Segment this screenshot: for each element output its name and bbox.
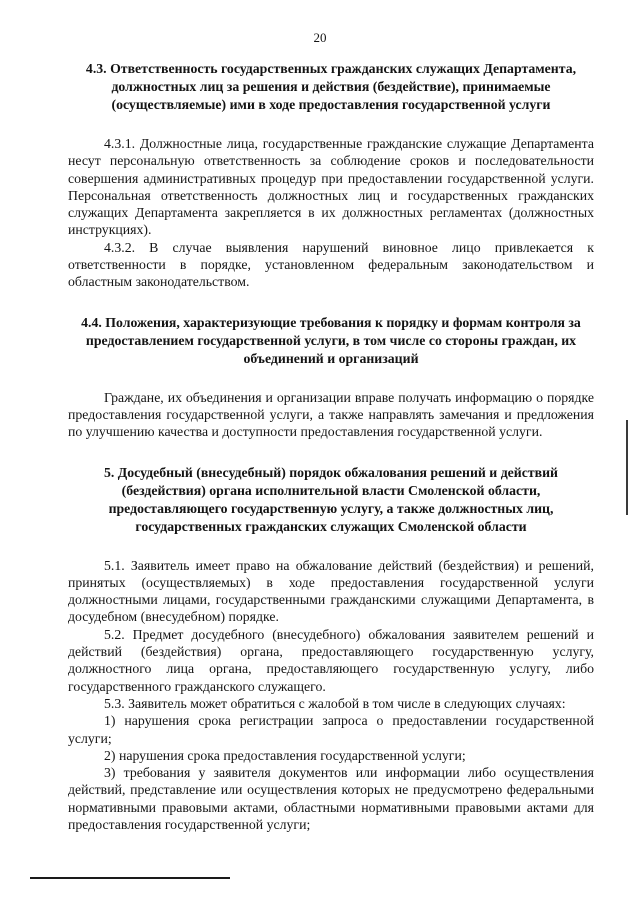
paragraph-4-3-1: 4.3.1. Должностные лица, государственные гражданские служащие Департамента несут персональную ответственность за соблюдение сроков и последовательности совершения административных процедур при предоставлении государственной услуги. Персональная ответственность должностных лиц и государственных гражданских служащих Департамента закрепляется в их должностных регламентах (должностных инструкциях).	[68, 136, 594, 238]
paragraph-5-2: 5.2. Предмет досудебного (внесудебного) обжалования заявителем решений и действий (бездействия) органа, предоставляющего государственную услугу, должностного лица органа, предоставляющего государственную услугу, либо государственного гражданского служащего.	[68, 626, 594, 694]
scan-edge-mark	[626, 420, 628, 515]
paragraph-5-1: 5.1. Заявитель имеет право на обжалование действий (бездействия) и решений, принятых (осуществляемых) в ходе предоставления государственной услуги должностными лицами, государственными гражданскими служащими Департамента, в досудебном (внесудебном) порядке.	[68, 557, 594, 625]
paragraph-5-3: 5.3. Заявитель может обратиться с жалобой в том числе в следующих случаях:	[104, 695, 566, 711]
section-5-heading: 5. Досудебный (внесудебный) порядок обжалования решений и действий (бездействия) органа исполнительной власти Смоленской области, предоставляющего государственную услугу, а также должностных лиц, государственных гражданских служащих Смоленской области	[103, 464, 559, 534]
list-item-1: 1) нарушения срока регистрации запроса о предоставлении государственной услуги;	[68, 713, 594, 746]
page-number: 20	[313, 30, 327, 45]
footnote-separator	[30, 877, 230, 879]
list-item-2: 2) нарушения срока предоставления государственной услуги;	[104, 747, 466, 763]
paragraph-4-3-2: 4.3.2. В случае выявления нарушений виновное лицо привлекается к ответственности в порядке, установленном федеральным законодательством и областным законодательством.	[68, 239, 594, 290]
list-item-3: 3) требования у заявителя документов или информации либо осуществления действий, представление или осуществления которых не предусмотрено федеральными нормативными правовыми актами, областными нормативными правовыми актами для предоставления государственной услуги;	[68, 765, 594, 833]
section-4-3-heading: 4.3. Ответственность государственных гражданских служащих Департамента, должностных лиц за решения и действия (бездействие), принимаемые (осуществляемые) ими в ходе предоставления государственной услуги	[85, 61, 577, 112]
section-4-4-heading: 4.4. Положения, характеризующие требования к порядку и формам контроля за предоставлением государственной услуги, в том числе со стороны граждан, их объединений и организаций	[81, 314, 581, 366]
paragraph-4-4: Граждане, их объединения и организации вправе получать информацию о порядке предоставления государственной услуги, а также направлять замечания и предложения по улучшению качества и доступности предоставления государственной услуги.	[68, 389, 594, 440]
document-body	[68, 60, 594, 833]
